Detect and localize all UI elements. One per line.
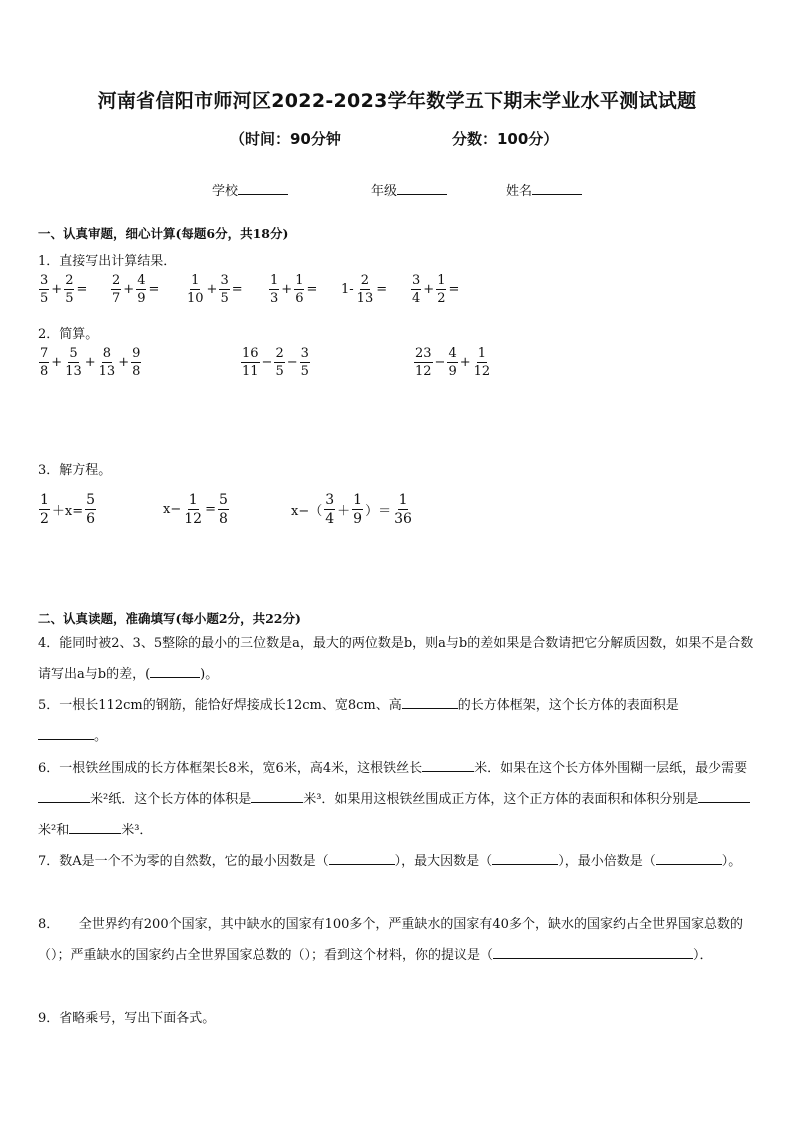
fraction (218, 493, 229, 526)
denominator: 12 (184, 511, 203, 527)
q3-equation-3 (290, 493, 414, 526)
q6-text-2: 米．如果在这个长方体外围糊一层纸，最少需要 (474, 761, 748, 776)
equals: = (205, 502, 216, 517)
equation-text: x−（ (291, 504, 323, 519)
lead-text: 1- (341, 282, 354, 297)
fraction (269, 274, 279, 305)
q7-text-2: ），最大因数是（ (394, 854, 493, 869)
operator: + (118, 355, 130, 370)
q5-end: 。 (94, 729, 108, 744)
q6-blank-3[interactable] (251, 788, 303, 803)
q6-text-6: 米³． (121, 823, 153, 838)
equation-text: x− (163, 502, 182, 517)
operator: + (51, 355, 63, 370)
numerator: 3 (40, 273, 49, 288)
q7-blank-2[interactable] (492, 850, 558, 865)
q7-text-1: 7．数A是一个不为零的自然数，它的最小因数是（ (38, 854, 329, 869)
total-score: 分数：100分） (452, 130, 559, 148)
q2-expression-1 (38, 347, 142, 378)
question-4 (38, 628, 756, 690)
fraction (39, 274, 49, 305)
numerator: 1 (353, 492, 363, 508)
q3-label: 3．解方程。 (38, 463, 112, 478)
fraction (447, 347, 457, 378)
equals: = (231, 282, 243, 297)
fraction (98, 347, 117, 378)
equals: = (376, 282, 388, 297)
fraction (411, 274, 421, 305)
operator: − (286, 355, 298, 370)
q6-text-5: 米²和 (38, 823, 70, 838)
fraction (294, 274, 304, 305)
name-field[interactable] (506, 180, 582, 199)
denominator: 12 (415, 364, 432, 379)
numerator: 5 (218, 492, 228, 508)
q5-blank-2[interactable] (38, 725, 94, 740)
q1-expression-3 (185, 274, 244, 305)
school-label: 学校 (212, 184, 239, 199)
operator: + (84, 355, 96, 370)
q3-equation-1 (38, 493, 97, 526)
denominator: 5 (40, 291, 49, 306)
denominator: 6 (295, 291, 304, 306)
name-label: 姓名 (506, 184, 533, 199)
fraction (352, 493, 363, 526)
denominator: 5 (220, 291, 229, 306)
denominator: 9 (353, 511, 363, 527)
numerator: 1 (188, 492, 198, 508)
question-9: 9．省略乘号，写出下面各式。 (38, 1011, 216, 1026)
numerator: 16 (242, 346, 259, 361)
q1-expression-4 (268, 274, 318, 305)
denominator: 13 (98, 364, 116, 379)
equals: = (306, 282, 318, 297)
numerator: 5 (86, 492, 96, 508)
denominator: 13 (356, 291, 374, 306)
q1-expression-2 (110, 274, 160, 305)
numerator: 1 (437, 273, 446, 288)
q3-equation-2 (162, 493, 230, 526)
numerator: 2 (360, 273, 370, 288)
q8-blank[interactable] (493, 944, 693, 959)
numerator: 1 (270, 273, 279, 288)
numerator: 2 (112, 273, 121, 288)
q6-blank-2[interactable] (38, 788, 90, 803)
denominator: 5 (300, 364, 309, 379)
numerator: 3 (300, 346, 309, 361)
q1-label: 1．直接写出计算结果． (38, 254, 177, 269)
equation-text: ＋x= (51, 504, 84, 519)
fraction (186, 274, 205, 305)
fraction (64, 274, 74, 305)
denominator: 12 (473, 364, 491, 379)
school-blank[interactable] (238, 182, 288, 195)
numerator: 7 (40, 346, 49, 361)
operator: ＋ (337, 504, 351, 519)
q8-text-1: 8． 全世界约有200个国家，其中缺水的国家有100多个，严重缺水的国家有40多个，缺水的国家约占全世界国家总数的（）；严重缺水的国家约占全世界国家总数的（）；看到这个材料，你的提议是（ (38, 917, 743, 963)
denominator: 11 (242, 364, 259, 379)
fraction (414, 347, 433, 378)
fraction (324, 493, 335, 526)
q6-blank-5[interactable] (69, 819, 121, 834)
operator: − (261, 355, 273, 370)
numerator: 23 (415, 346, 432, 361)
denominator: 2 (40, 511, 49, 527)
question-8 (38, 909, 756, 971)
fraction (393, 493, 413, 526)
fraction (241, 347, 260, 378)
numerator: 1 (477, 346, 487, 361)
fraction (136, 274, 146, 305)
q1-expression-1 (38, 274, 88, 305)
q4-blank[interactable] (150, 663, 200, 678)
operator: − (434, 355, 446, 370)
equals: = (148, 282, 160, 297)
numerator: 8 (102, 346, 112, 361)
fraction (111, 274, 121, 305)
fraction (473, 347, 492, 378)
q6-text-3: 米²纸．这个长方体的体积是 (90, 792, 252, 807)
denominator: 2 (437, 291, 446, 306)
fraction (219, 274, 229, 305)
q7-blank-3[interactable] (656, 850, 722, 865)
numerator: 1 (191, 273, 200, 288)
q2-expression-3 (413, 347, 492, 378)
fraction (64, 347, 83, 378)
question-6 (38, 753, 756, 846)
fraction (356, 274, 375, 305)
q2-expression-2 (240, 347, 311, 378)
operator: + (206, 282, 218, 297)
q7-text-3: ），最小倍数是（ (558, 854, 656, 869)
denominator: 10 (187, 291, 204, 306)
grade-blank[interactable] (397, 182, 447, 195)
grade-label: 年级 (371, 184, 398, 199)
denominator: 5 (65, 291, 74, 306)
numerator: 3 (412, 273, 421, 288)
fraction (39, 493, 50, 526)
numerator: 3 (325, 492, 335, 508)
fraction (436, 274, 446, 305)
numerator: 4 (448, 346, 457, 361)
q7-blank-1[interactable] (329, 850, 395, 865)
denominator: 8 (218, 511, 228, 527)
numerator: 4 (137, 273, 146, 288)
fraction (85, 493, 96, 526)
fraction (39, 347, 49, 378)
denominator: 13 (65, 364, 82, 379)
q6-text-4: 米³．如果用这根铁丝围成正方体，这个正方体的表面积和体积分别是 (303, 792, 699, 807)
numerator: 1 (40, 492, 49, 508)
fraction (274, 347, 284, 378)
operator: + (459, 355, 471, 370)
q2-label: 2．简算。 (38, 327, 99, 342)
denominator: 7 (112, 291, 121, 306)
equals: = (76, 282, 88, 297)
operator: + (51, 282, 63, 297)
numerator: 1 (295, 273, 304, 288)
equals: = (448, 282, 460, 297)
q8-text-2: ）． (693, 948, 713, 963)
question-7 (38, 846, 756, 877)
section2-heading: 二、认真读题，准确填写(每小题2分，共22分) (38, 611, 301, 626)
q5-mid: 的长方体框架，这个长方体的表面积是 (457, 698, 679, 713)
numerator: 9 (132, 346, 141, 361)
page-title: 河南省信阳市师河区2022-2023学年数学五下期末学业水平测试试题 (97, 90, 697, 112)
time-limit: （时间：90分钟 (230, 130, 341, 148)
denominator: 4 (412, 291, 421, 306)
denominator: 9 (448, 364, 457, 379)
denominator: 9 (137, 291, 146, 306)
fraction (300, 347, 310, 378)
q5-text: 5．一根长112cm的钢筋，能恰好焊接成长12cm、宽8cm、高 (38, 698, 402, 713)
denominator: 4 (325, 511, 335, 527)
equation-text: ）＝ (365, 504, 392, 519)
fraction (131, 347, 141, 378)
q6-text-1: 6．一根铁丝围成的长方体框架长8米，宽6米，高4米，这根铁丝长 (38, 761, 423, 776)
denominator: 6 (86, 511, 96, 527)
numerator: 1 (398, 492, 408, 508)
numerator: 5 (69, 346, 78, 361)
section1-heading: 一、认真审题，细心计算(每题6分，共18分) (38, 226, 289, 241)
denominator: 8 (132, 364, 141, 379)
q1-expression-6 (410, 274, 460, 305)
operator: + (281, 282, 293, 297)
q4-end: )。 (200, 667, 219, 682)
q6-blank-4[interactable] (698, 788, 750, 803)
numerator: 3 (220, 273, 229, 288)
denominator: 3 (270, 291, 279, 306)
q1-expression-5 (340, 274, 388, 305)
q7-text-4: ）。 (721, 854, 742, 869)
numerator: 2 (65, 273, 74, 288)
operator: + (123, 282, 135, 297)
question-5 (38, 690, 756, 752)
denominator: 36 (394, 511, 412, 527)
q5-blank-1[interactable] (402, 694, 458, 709)
grade-field[interactable] (371, 180, 447, 199)
operator: + (423, 282, 435, 297)
name-blank[interactable] (532, 182, 582, 195)
numerator: 2 (275, 346, 284, 361)
school-field[interactable] (212, 180, 288, 199)
q4-text: 4．能同时被2、3、5整除的最小的三位数是a，最大的两位数是b，则a与b的差如果是合数请把它分解质因数，如果不是合数请写出a与b的差，( (38, 636, 754, 682)
denominator: 8 (40, 364, 49, 379)
denominator: 5 (275, 364, 284, 379)
q6-blank-1[interactable] (422, 757, 474, 772)
fraction (183, 493, 203, 526)
